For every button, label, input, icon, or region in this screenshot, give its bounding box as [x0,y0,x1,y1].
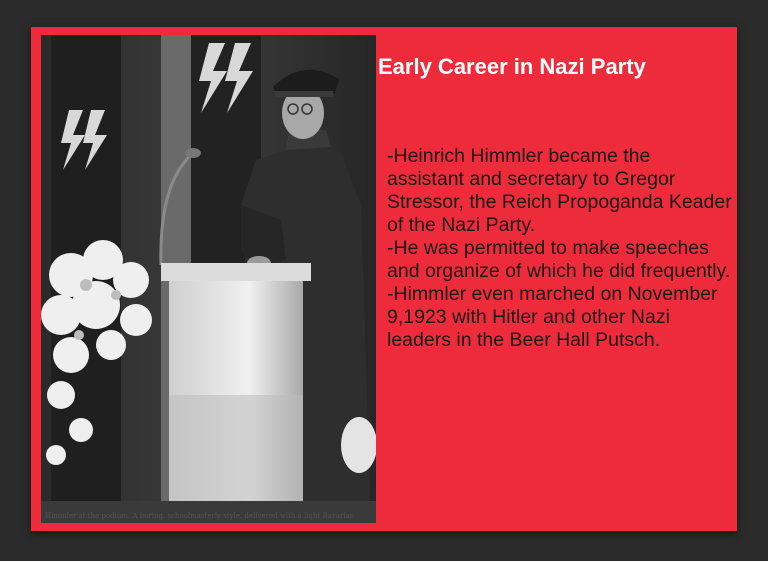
speaker-photo [41,35,376,523]
lectern-top [161,263,311,281]
body-text [387,145,732,352]
slide [31,27,737,531]
photo-caption: Himmler at the podium. A boring, schoolmasterly style, delivered with a light Bavarian [45,512,355,520]
slide-title: Early Career in Nazi Party [378,54,646,79]
speaker-photo-image [41,35,376,523]
paragraph-1: -Heinrich Himmler became the assistant and secretary to Gregor Stressor, the Reich Propoganda Keader of the Nazi Party. [387,145,732,236]
paragraph-2: -He was permitted to make speeches and organize of which he did frequently. [387,237,731,282]
paragraph-3: -Himmler even marched on November 9,1923 with Hitler and other Nazi leaders in the Beer Hall Putsch. [387,283,718,351]
